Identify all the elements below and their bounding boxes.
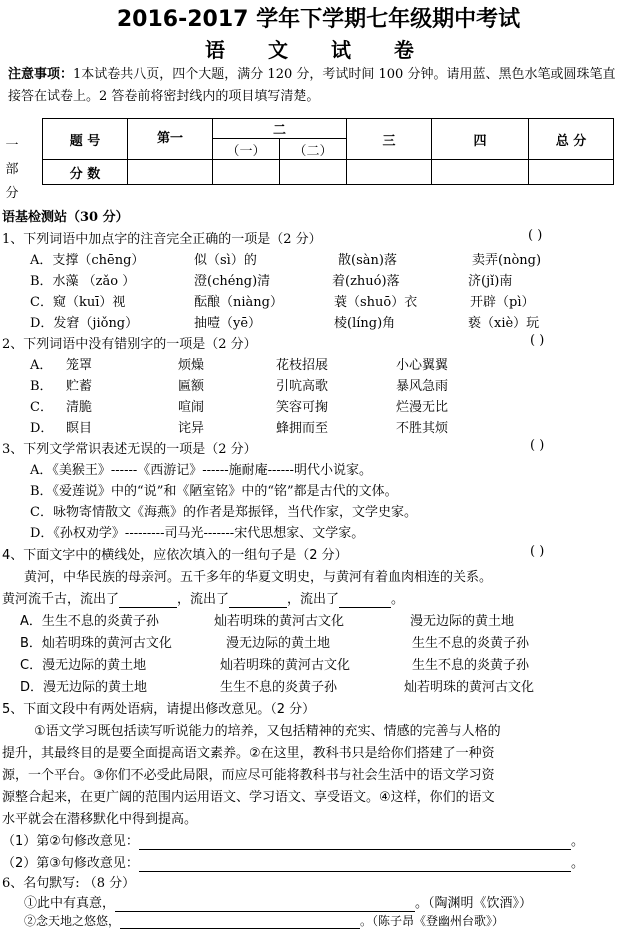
q4-passage-2: [2, 588, 404, 608]
notice-label: 注意事项：: [8, 67, 74, 82]
q2-word: 烂漫无比: [396, 400, 449, 415]
q3-option-a: A．《美猴王》------《西游记》------施耐庵------明代小说家。: [30, 463, 372, 478]
q5-passage-line: 提升，其最终目的是要全面提高语文素养。②在这里，教科书只是给你们搭建了一种资: [2, 746, 495, 761]
th-part3: 三: [347, 119, 432, 160]
q2-option-label: D．: [30, 421, 54, 436]
q3-option-d: D．《孙权劝学》---------司马光-------宋代思想家、文学家。: [30, 526, 365, 541]
section-title: 语基检测站（30 分）: [2, 210, 129, 225]
q1-option-b: B．水藻 （zǎo ）: [30, 274, 136, 289]
q5-passage-line: 水平就会在潜移默化中得到提高。: [2, 812, 198, 827]
score-cell[interactable]: [128, 160, 213, 185]
q1-option-d-word: 抽噎（yē）: [194, 316, 262, 331]
q4-option-b-item: 漫无边际的黄土地: [226, 636, 331, 651]
q5-answer-label: （1）第②句修改意见：: [2, 834, 139, 849]
q4-blank-2[interactable]: [229, 592, 287, 608]
q5-text: 。: [570, 856, 584, 871]
q4-option-a-item: 灿若明珠的黄河古文化: [214, 614, 345, 629]
th-part2-sub1: （一）: [213, 139, 280, 160]
q2-word: 引吭高歌: [276, 379, 329, 394]
q4-option-d: D．漫无边际的黄土地: [20, 680, 148, 695]
q4-option-d-item: 生生不息的炎黄子孙: [220, 680, 338, 695]
th-part2-sub2: （二）: [280, 139, 347, 160]
q2-word: 诧异: [178, 421, 205, 436]
q4-option-b-item: 生生不息的炎黄子孙: [412, 636, 530, 651]
q6-text: 。（陈子昂《登幽州台歌》）: [360, 914, 505, 928]
q6-stem: 6、名句默写: （8 分）: [2, 876, 136, 891]
q1-option-d: D．发窘（jiǒng）: [30, 316, 139, 331]
q1-option-d-word: 棱(líng)角: [334, 316, 396, 331]
q1-option-a: A．支撑（chēng）: [30, 253, 145, 268]
q4-option-d-item: 灿若明珠的黄河古文化: [404, 680, 535, 695]
q4-answer-paren[interactable]: ( ): [530, 544, 545, 559]
q1-option-a-word: 卖弄(nòng): [472, 253, 542, 268]
q5-answer-label: （2）第③句修改意见：: [2, 856, 139, 871]
q4-stem: 4、下面文字中的横线处，应依次填入的一组句子是（2 分）: [2, 548, 348, 563]
q4-text: 。: [391, 592, 405, 607]
q5-answer-blank-2[interactable]: [139, 856, 571, 872]
exam-title: 2016-2017 学年下学期七年级期中考试: [116, 7, 521, 32]
part-label: 一部分: [5, 138, 19, 201]
q4-passage-1: 黄河，中华民族的母亲河。五千多年的华夏文明史，与黄河有着血肉相连的关系。: [24, 570, 493, 585]
q2-option-label: C．: [30, 400, 53, 415]
q2-word: 瞑目: [66, 421, 93, 436]
q2-word: 花枝招展: [276, 358, 329, 373]
q4-option-c-item: 生生不息的炎黄子孙: [412, 658, 530, 673]
q1-stem: 1、下列词语中加点字的注音完全正确的一项是（2 分）: [2, 232, 322, 247]
q2-option-label: B．: [30, 379, 53, 394]
q2-answer-paren[interactable]: ( ): [530, 333, 545, 348]
score-table: [42, 118, 614, 185]
q5-answer-2: [2, 852, 584, 872]
q4-blank-3[interactable]: [339, 592, 391, 608]
q2-word: 笑容可掬: [276, 400, 329, 415]
th-part4: 四: [432, 119, 529, 160]
q2-word: 蜂拥而至: [276, 421, 329, 436]
q1-answer-paren[interactable]: ( ): [528, 228, 543, 243]
q3-answer-paren[interactable]: ( ): [530, 438, 545, 453]
q4-option-a-item: 漫无边际的黄土地: [410, 614, 515, 629]
score-cell[interactable]: [529, 160, 614, 185]
q2-word: 喧闹: [178, 400, 205, 415]
q1-option-d-word: 亵（xiè）玩: [468, 316, 540, 331]
q2-word: 烦燥: [178, 358, 205, 373]
q3-option-b: B．《爱莲说》中的“说”和《陋室铭》中的“铭”都是古代的文体。: [30, 484, 398, 499]
q4-text: 黄河流千古，流出了: [2, 592, 120, 607]
q2-word: 小心翼翼: [396, 358, 449, 373]
q5-stem: 5、下面文段中有两处语病，请提出修改意见。（2 分）: [2, 702, 316, 717]
q5-passage-line: ①语文学习既包括读写听说能力的培养，又包括精神的充实、情感的完善与人格的: [34, 724, 501, 739]
q2-word: 笼罩: [66, 358, 93, 373]
q5-passage-line: 源，一个平台。③你们不必受此局限，而应尽可能将教科书与社会生活中的语文学习资: [2, 768, 495, 783]
q1-option-c: C．窥（kuī）视: [30, 295, 126, 310]
score-row-label: 分 数: [43, 160, 128, 185]
q1-option-a-word: 似（sì）的: [194, 253, 257, 268]
q1-option-c-word: 酝酿（niàng）: [194, 295, 283, 310]
q3-option-c: C．咏物寄情散文《海燕》的作者是郑振铎，当代作家，文学史家。: [30, 505, 417, 520]
q6-blank-1[interactable]: [115, 896, 415, 912]
q1-option-b-word: 济(jǐ)南: [468, 274, 513, 289]
q4-text: ，流出了: [287, 592, 340, 607]
q1-option-a-word: 散(sàn)落: [338, 253, 397, 268]
th-total: 总 分: [529, 119, 614, 160]
th-question-no: 题 号: [43, 119, 128, 160]
q4-text: ，流出了: [177, 592, 230, 607]
q2-word: 不胜其烦: [396, 421, 449, 436]
q2-word: 暴风急雨: [396, 379, 449, 394]
q6-line-1: [24, 892, 532, 912]
q6-text: ①此中有真意，: [24, 896, 116, 911]
q5-text: 。: [570, 834, 584, 849]
q4-option-c-item: 灿若明珠的黄河古文化: [220, 658, 351, 673]
exam-subtitle: 语 文 试 卷: [205, 38, 432, 62]
q5-answer-1: [2, 830, 584, 850]
q1-option-c-word: 开辟（pì）: [470, 295, 535, 310]
score-cell[interactable]: [280, 160, 347, 185]
score-cell[interactable]: [213, 160, 280, 185]
q4-option-c: C．漫无边际的黄土地: [20, 658, 147, 673]
q2-word: 匾额: [178, 379, 205, 394]
score-cell[interactable]: [347, 160, 432, 185]
q1-option-b-word: 着(zhuó)落: [332, 274, 400, 289]
q2-word: 清脆: [66, 400, 93, 415]
q6-line-2: [24, 912, 504, 929]
q2-stem: 2、下列词语中没有错别字的一项是（2 分）: [2, 337, 257, 352]
q2-word: 贮蓄: [66, 379, 93, 394]
q6-text: 。（陶渊明《饮酒》）: [415, 896, 533, 911]
q2-option-label: A．: [30, 358, 53, 373]
th-part2: 二: [213, 119, 347, 139]
notice: [8, 64, 628, 108]
q5-passage-line: 源整合起来，在更广阔的范围内运用语文、学习语文、享受语文。④这样，你们的语文: [2, 790, 495, 805]
q4-blank-1[interactable]: [119, 592, 177, 608]
notice-text: 1本试卷共八页，四个大题，满分 120 分，考试时间 100 分钟。请用蓝、黑色水笔或圆珠笔直接答在试卷上。2 答卷前将密封线内的项目填写清楚。: [8, 67, 616, 104]
q3-stem: 3、下列文学常识表述无误的一项是（2 分）: [2, 442, 257, 457]
q5-answer-blank-1[interactable]: [139, 834, 571, 850]
th-part1: 第一: [128, 119, 213, 160]
q4-option-a: A．生生不息的炎黄子孙: [20, 614, 159, 629]
q1-option-b-word: 澄(chéng)清: [194, 274, 271, 289]
score-cell[interactable]: [432, 160, 529, 185]
q1-option-c-word: 蓑（shuō）衣: [334, 295, 418, 310]
q4-option-b: B．灿若明珠的黄河古文化: [20, 636, 172, 651]
q6-text: ②念天地之悠悠，: [24, 914, 121, 928]
